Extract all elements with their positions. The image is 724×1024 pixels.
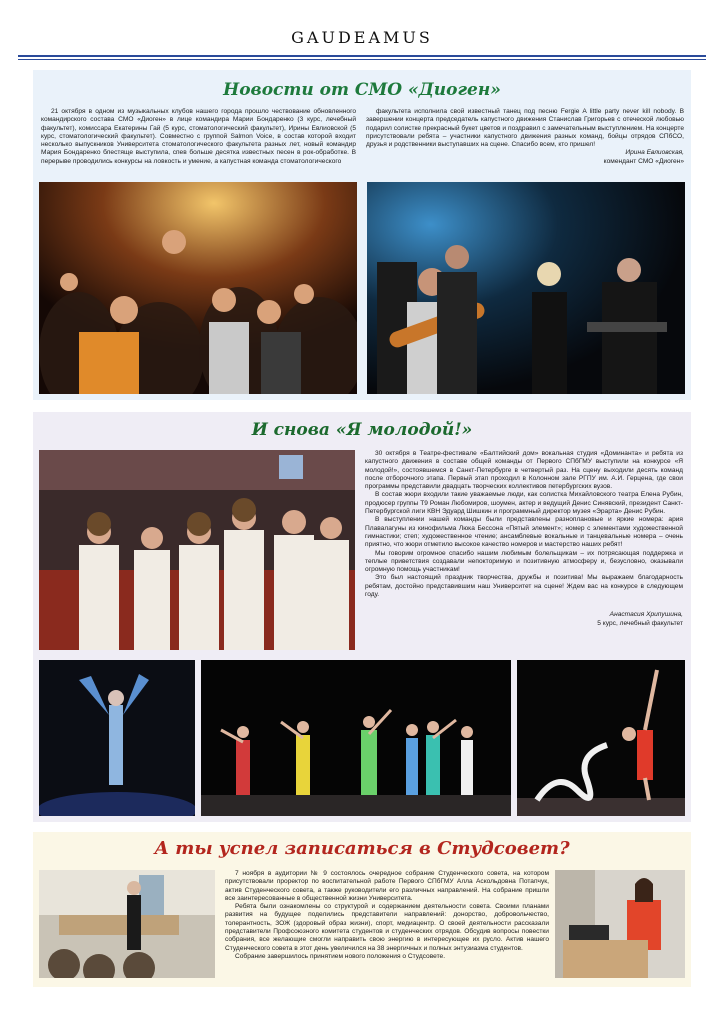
article-ya-molodoy bbox=[33, 412, 691, 822]
photo-council-meeting bbox=[39, 870, 215, 978]
article-title: Новости от СМО «Диоген» bbox=[223, 80, 501, 100]
photo-gymnast-ribbon bbox=[517, 660, 685, 816]
author-signature bbox=[365, 611, 683, 628]
article-studsovet bbox=[33, 832, 691, 987]
author-role: комендант СМО «Диоген» bbox=[603, 157, 684, 165]
article-title: А ты успел записаться в Студсовет? bbox=[154, 838, 570, 859]
article-column-right bbox=[365, 450, 683, 628]
article-paragraph: Ребята были ознакомлены со структурой и содержанием деятельности совета. Своими планами развития на будущее поделились представители направлений: донорство, добровольчество, толерантность, ЗОЖ (здоровый образ жизни), спорт, медиацентр. О своей деятельности рассказали представители Профсоюзного комитета студентов и студенческих отрядов. Обсудив вопросы повестки собрания, все желающие смогли направить свою энергию в интересующее их русло. Актив нашего Студенческого совета в этот день увеличился на 38 энергичных и полных энтузиазма студентов. bbox=[225, 903, 549, 952]
photo-aria-performer bbox=[39, 660, 195, 816]
article-smo-diogen bbox=[33, 70, 691, 400]
article-title: И снова «Я молодой!» bbox=[251, 420, 473, 440]
photo-speaker-at-podium bbox=[555, 870, 685, 978]
article-paragraph: Собрание завершилось принятием нового положения о Студсовете. bbox=[235, 952, 446, 960]
article-paragraph: В состав жюри входили такие уважаемые люди, как солистка Михайловского театра Елена Рубин, продюсер группы Т9 Роман Любомиров, шоумен, актер и ведущий Денис Синявский, президент Санкт-Петербургской лиги КВН Эдуард Шишкин и программный директор музея «Эрарта» Денис Рубин. bbox=[365, 491, 683, 516]
photo-band-on-stage bbox=[367, 182, 685, 394]
article-paragraph: 7 ноября в аудитории № 9 состоялось очередное собрание Студенческого совета, на котором присутствовали проректор по воспитательной работе Первого СПбГМУ Алла Аскольдовна Потапчук, актив Студенческого совета, а также руководители его различных направлений. На собрание пришли все заинтересованные в общественной жизни Университета. bbox=[225, 870, 549, 902]
article-paragraph: Мы говорим огромное спасибо нашим любимым болельщикам – их потрясающая поддержка и теплые приветствия создавали непокторимую и позитивную атмосферу и, безусловно, оказывали огромную помощь участникам! bbox=[365, 549, 683, 574]
article-paragraph: Это был настоящий праздник творчества, дружбы и позитива! Мы выражаем благодарность ребятам, достойно представившим наш Университет на сцене! Ждем вас на конкурсе в следующем году. bbox=[365, 574, 683, 599]
author-role: 5 курс, лечебный факультет bbox=[597, 619, 683, 627]
masthead: GAUDEAMUS bbox=[291, 28, 433, 47]
article-paragraph: В выступлении нашей команды были представлены разноплановые и яркие номера: ария Плавалагуны из кинофильма Люка Бессона «Пятый элемент»; номер с элементами художественной гимнастики; степ; художественное чтение; ансамблевые вокальные и танцевальные номера – очень приятно, что жюри отметило высокое качество номеров и мастерство наших ребят! bbox=[365, 516, 683, 549]
article-paragraph: 30 октября в Театре-фестивале «Балтийский дом» вокальная студия «Доминанта» и ребята из капустного движения в составе общей команды от Первого СПбГМУ выступили на конкурсе «Я молодой!», состоявшемся в Санкт-Петербурге в четвертый раз. На сцену выходили десять команд после отборочного этапа. Первый этап проходил в Колонном зале РГПУ им. А.И. Герцена, где свои программы представили двадцать творческих коллективов петербургских вузов. bbox=[365, 450, 683, 491]
article-paragraph: 21 октября в одном из музыкальных клубов нашего города прошло чествование обновленного командирского состава СМО «Диоген» в лице командира Марии Бондаренко (3 курс, лечебный факультет), комиссара Екатерины Гай (5 курс, стоматологический факультет), Ирины Евлиовской (5 курс, стоматологический факультет). Совместно с группой Salmon Voice, в состав которой входит несколько выпускников Университета стоматологического факультета разных лет, новый командир Мария Бондаренко блестяще выступила, спев больше десятка известных песен в рок-обработке. В перерыве проводились конкурсы на ловкость и умение, а капустная команда стоматологического bbox=[41, 108, 356, 165]
photo-concert-crowd bbox=[39, 182, 357, 394]
photo-team-in-theater bbox=[39, 450, 355, 650]
author-signature bbox=[366, 149, 684, 166]
article-column-left bbox=[41, 108, 356, 166]
article-paragraph: факультета исполнила свой известный танец под песню Fergie A little party never kill nobody. В завершении концерта председатель капустного движения Станислав Григорьев с отеческой любовью подарил солистке прекрасный букет цветов и поздравил с замечательным выступлением. На концерте присутствовали ребята – участники капустного движения разных команд, бойцы отрядов СПбСО, друзья и родственники выступавших на сцене. Спасибо всем, кто пришел! bbox=[366, 108, 684, 149]
article-column-center bbox=[225, 870, 549, 961]
masthead-rule-thick bbox=[18, 55, 706, 57]
article-column-right bbox=[366, 108, 684, 166]
author-name: Анастасия Хрипушина, bbox=[609, 611, 683, 619]
masthead-rule-thin bbox=[18, 59, 706, 60]
author-name: Ирина Евлиовская, bbox=[625, 149, 684, 157]
photo-dance-ensemble bbox=[201, 660, 511, 816]
